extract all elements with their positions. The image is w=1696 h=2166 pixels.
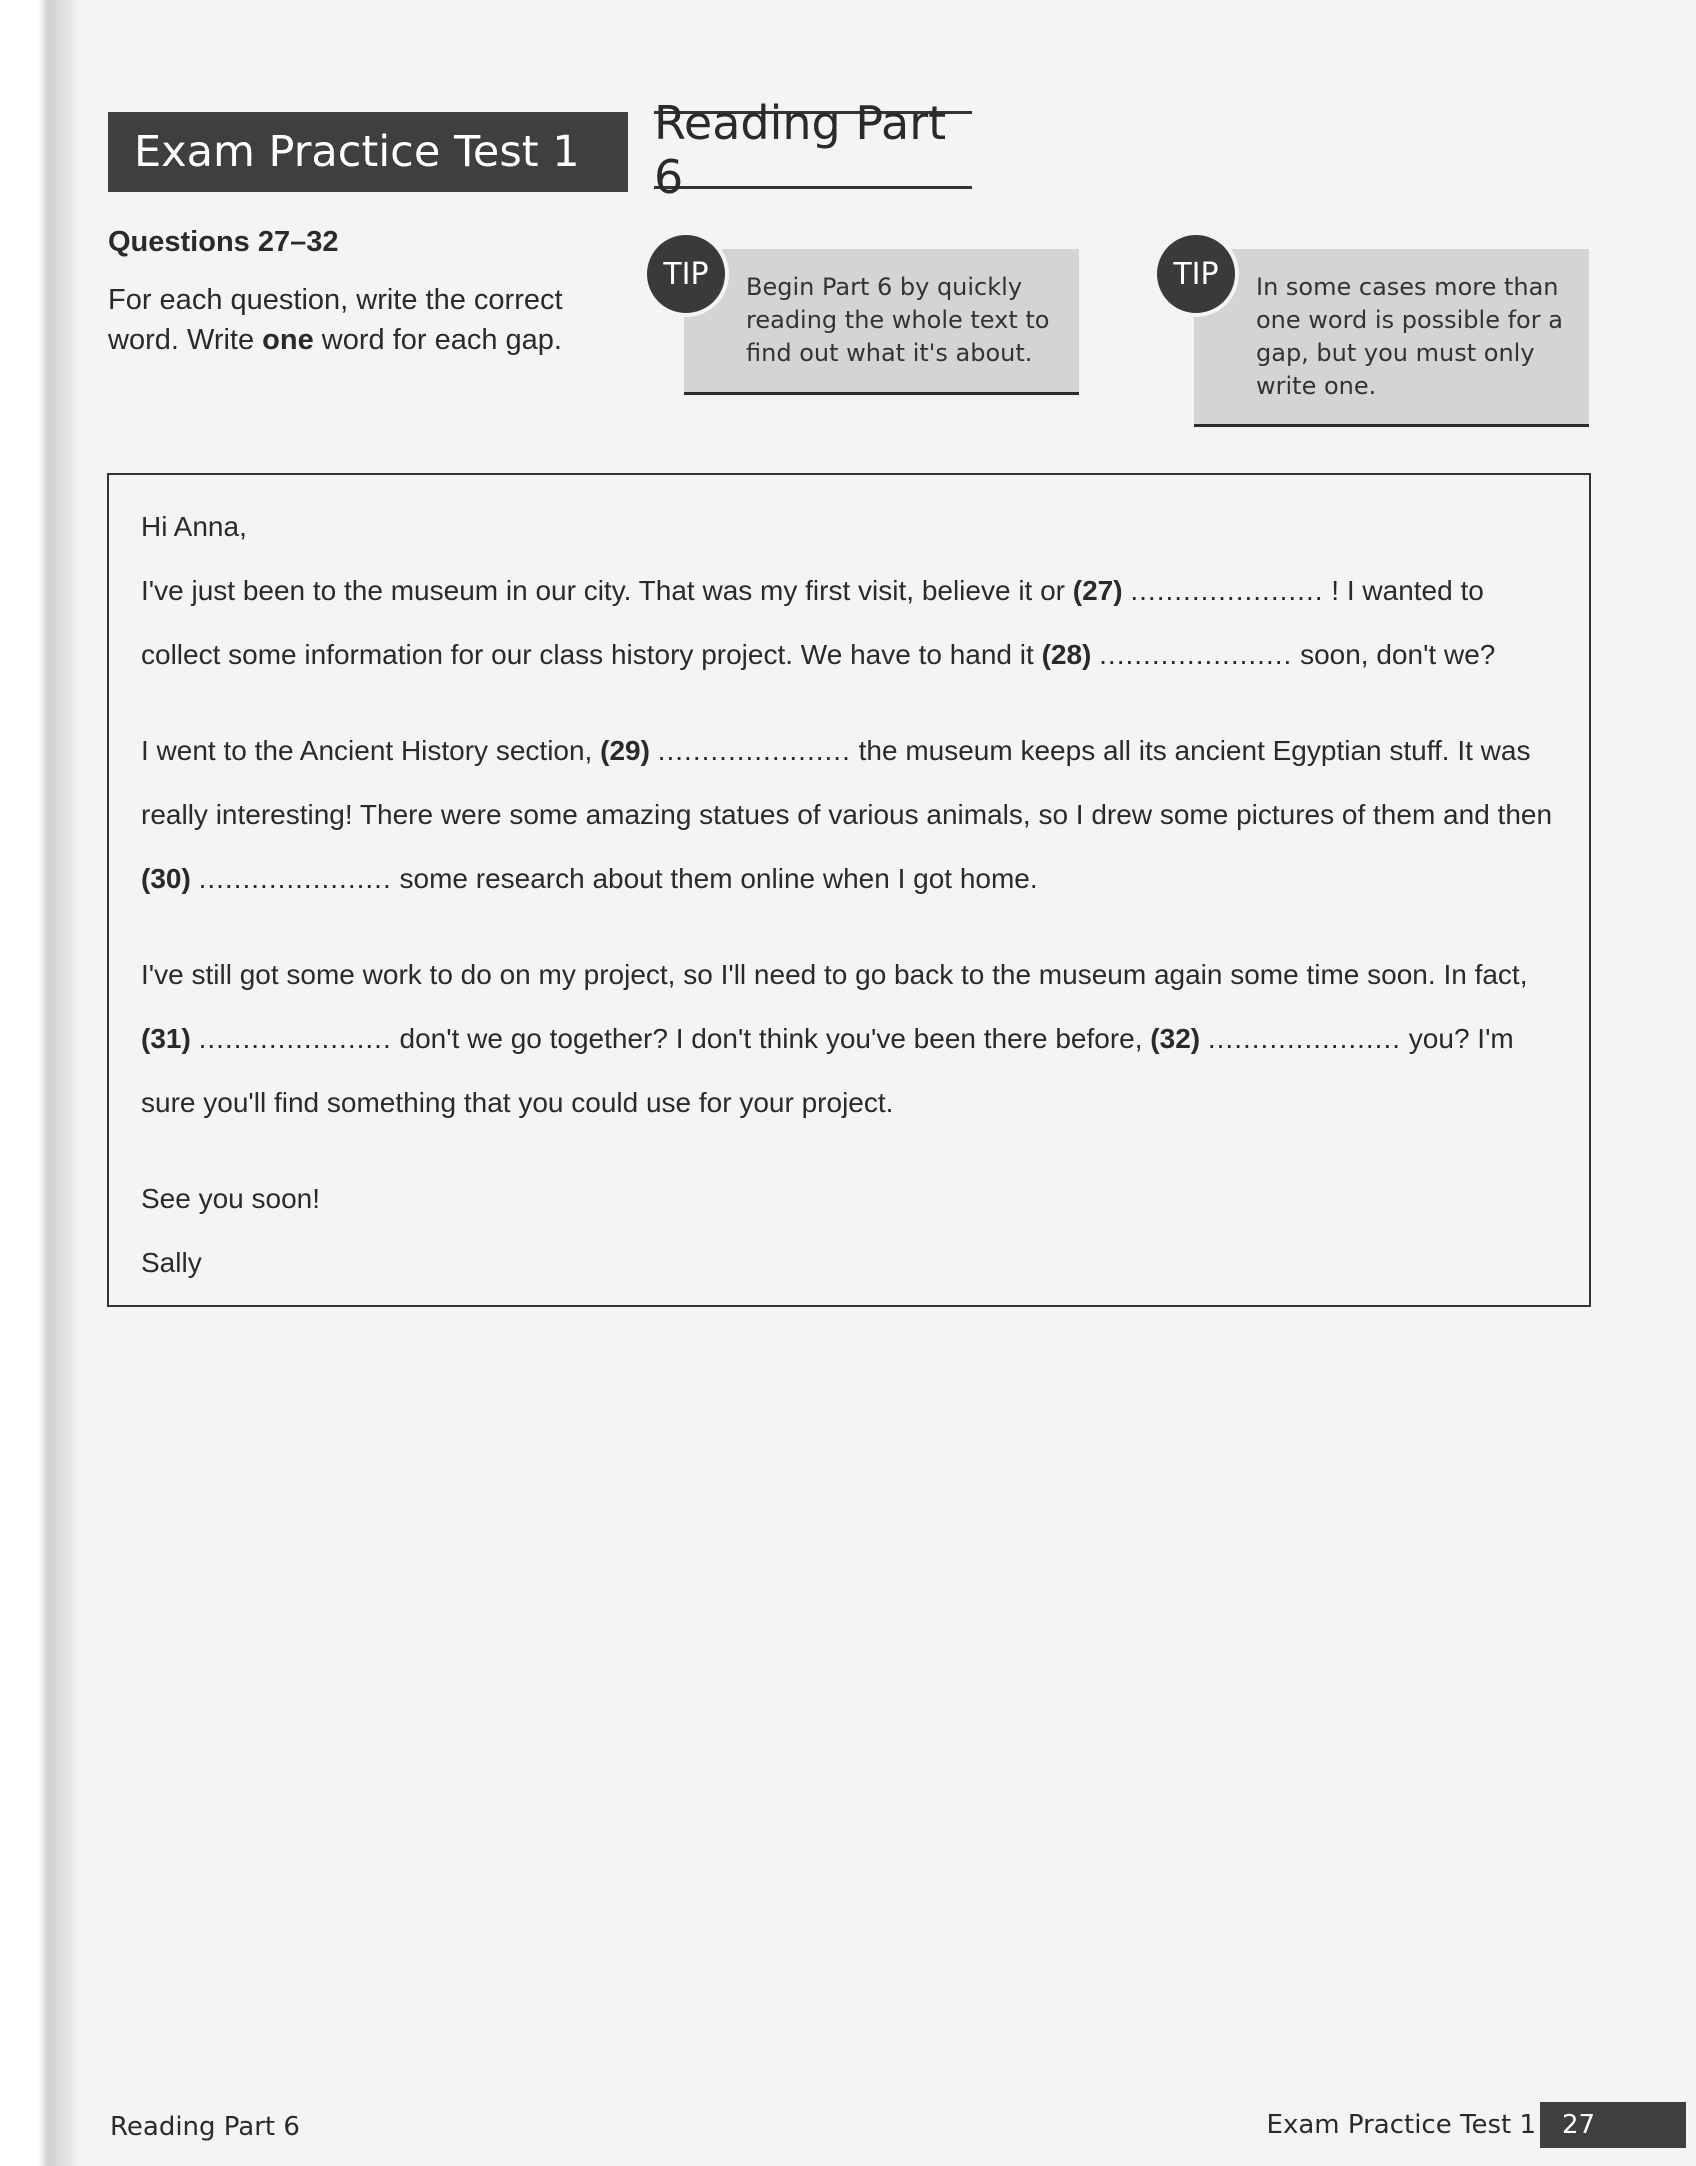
gap-29: ...................... <box>657 735 851 766</box>
question-30-number: (30) <box>141 863 191 894</box>
test-title: Exam Practice Test 1 <box>134 127 580 177</box>
instruction-bold: one <box>262 324 314 356</box>
question-31-number: (31) <box>141 1023 191 1054</box>
letter-paragraph-2 <box>141 719 1557 911</box>
p2-text-c: some research about them online when I got home. <box>391 863 1038 894</box>
p2-text-b: the museum keeps all its ancient Egyptian stuff. It was really interesting! There were some amazing statues of various animals, so I drew some pictures of them and then <box>141 735 1553 830</box>
instructions-text <box>108 280 628 360</box>
tip-text-2: In some cases more than one word is possible for a gap, but you must only write one. <box>1256 273 1563 400</box>
p3-text-c: you? I'm sure you'll find something that you could use for your project. <box>141 1023 1514 1118</box>
gap-27: ...................... <box>1130 575 1324 606</box>
email-text-box <box>107 473 1591 1307</box>
footer-section-label: Reading Part 6 <box>110 2112 300 2142</box>
question-32-number: (32) <box>1150 1023 1201 1054</box>
question-27-number: (27) <box>1072 575 1123 606</box>
gap-30: ...................... <box>198 863 392 894</box>
question-28-number: (28) <box>1041 639 1092 670</box>
question-29-number: (29) <box>600 735 650 766</box>
gap-28: ...................... <box>1099 639 1293 670</box>
instruction-after: word for each gap. <box>313 324 562 356</box>
p3-text-b: don't we go together? I don't think you've been there before, <box>391 1023 1151 1054</box>
footer-test-label: Exam Practice Test 1 <box>1266 2110 1536 2140</box>
test-title-banner <box>108 112 628 192</box>
gap-32: ...................... <box>1207 1023 1402 1054</box>
tip-label-2: TIP <box>1173 256 1219 292</box>
letter-signoff: See you soon! <box>141 1183 321 1214</box>
page-number: 27 <box>1562 2110 1596 2140</box>
page-number-box <box>1540 2102 1686 2148</box>
gap-31: ...................... <box>198 1023 392 1054</box>
p2-text-a: I went to the Ancient History section, <box>141 735 601 766</box>
instruction-before: For each question, write the correct word. Write <box>108 284 563 356</box>
part-title: Reading Part 6 <box>654 96 947 204</box>
tip-badge-1 <box>643 231 729 317</box>
p1-text-c: soon, don't we? <box>1292 639 1496 670</box>
tip-label-1: TIP <box>663 256 709 292</box>
p1-text-a: I've just been to the museum in our city. That was my first visit, believe it or <box>141 575 1073 606</box>
tip-box-2 <box>1194 249 1589 427</box>
letter-paragraph-3 <box>141 943 1557 1135</box>
part-title-heading <box>654 96 972 204</box>
page-binding-shadow <box>0 0 80 2166</box>
letter-greeting: Hi Anna, <box>141 511 247 542</box>
p1-text-b: ! I wanted to collect some information for our class history project. We have to hand it <box>141 575 1484 670</box>
questions-heading: Questions 27–32 <box>108 226 339 258</box>
letter-paragraph-1 <box>141 559 1557 687</box>
letter-signature: Sally <box>141 1247 202 1278</box>
tip-box-1 <box>684 249 1079 395</box>
p3-text-a: I've still got some work to do on my project, so I'll need to go back to the museum again some time soon. In fact, <box>141 959 1528 990</box>
tip-text-1: Begin Part 6 by quickly reading the whole text to find out what it's about. <box>746 273 1050 367</box>
tip-badge-2 <box>1153 231 1239 317</box>
